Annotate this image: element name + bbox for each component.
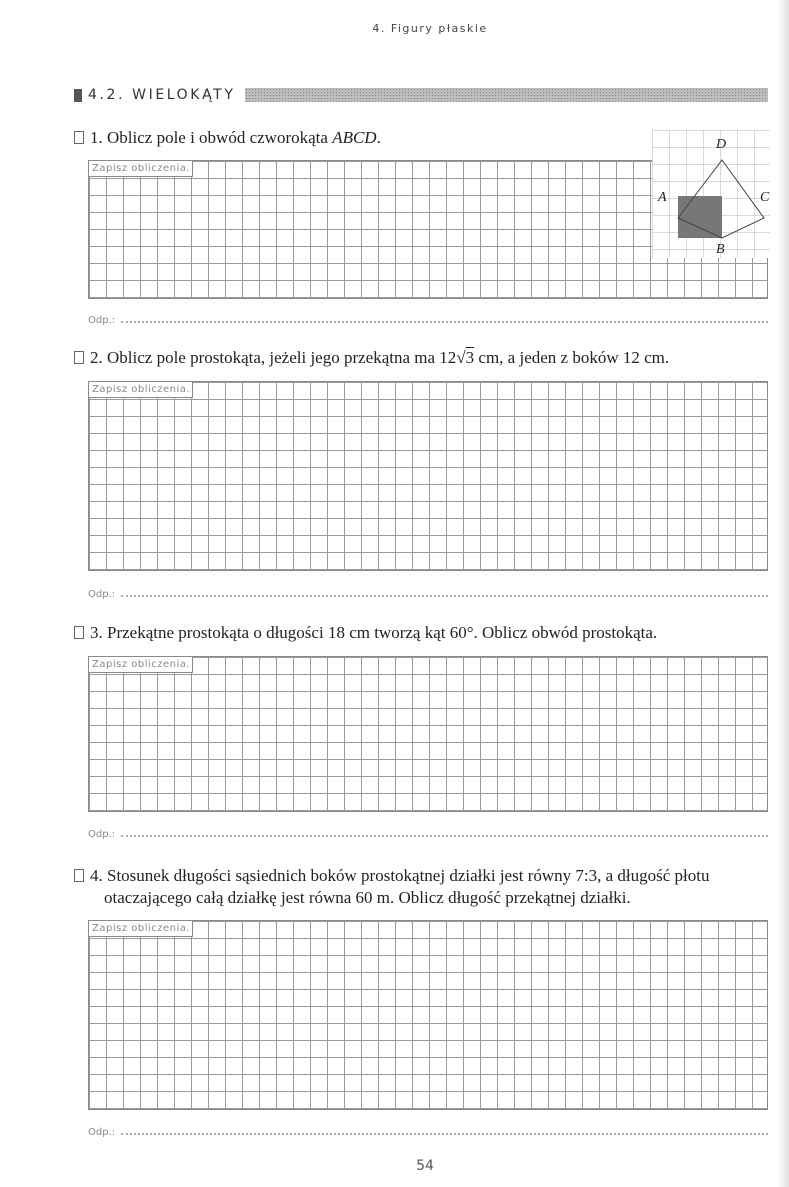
- task-4-answer[interactable]: [88, 1124, 768, 1138]
- vertex-a-label: A: [658, 190, 667, 205]
- task-2-text: 2. Oblicz pole prostokąta, jeżeli jego przekątna ma 12√3 cm, a jeden z boków 12 cm.: [74, 347, 774, 369]
- quadrilateral-figure: [652, 130, 770, 258]
- task-1-checkbox[interactable]: [74, 131, 84, 144]
- task-4-text: 4. Stosunek długości sąsiednich boków prostokątnej działki jest równy 7:3, a długość płotu: [74, 865, 774, 887]
- task-4-grid[interactable]: [88, 920, 768, 1110]
- task-4: [74, 865, 774, 909]
- answer-label: Odp.:: [88, 829, 116, 840]
- shaded-square: [678, 196, 722, 238]
- task-3: [74, 622, 774, 644]
- task-4-checkbox[interactable]: [74, 869, 84, 882]
- task-2-answer[interactable]: [88, 586, 768, 600]
- section-bar-fill: [245, 88, 768, 102]
- page-number: 54: [416, 1158, 434, 1174]
- task-3-checkbox[interactable]: [74, 626, 84, 639]
- answer-line[interactable]: [121, 835, 768, 837]
- task-2: [74, 347, 774, 369]
- answer-line[interactable]: [121, 321, 768, 323]
- task-2-checkbox[interactable]: [74, 351, 84, 364]
- task-4-text-line2: otaczającego całą działkę jest równa 60 m. Oblicz długość przekątnej działki.: [104, 888, 631, 907]
- section-title: 4.2. WIELOKĄTY: [88, 87, 236, 103]
- task-1-text: 1. Oblicz pole i obwód czworokąta ABCD.: [74, 127, 774, 149]
- task-3-answer[interactable]: [88, 826, 768, 840]
- grid-label: Zapisz obliczenia.: [89, 161, 193, 177]
- grid-label: Zapisz obliczenia.: [89, 657, 193, 673]
- vertex-b-label: B: [716, 242, 725, 257]
- answer-label: Odp.:: [88, 1127, 116, 1138]
- grid-label: Zapisz obliczenia.: [89, 921, 193, 937]
- answer-label: Odp.:: [88, 315, 116, 326]
- answer-line[interactable]: [121, 595, 768, 597]
- section-marker: [74, 89, 82, 102]
- vertex-c-label: C: [760, 190, 770, 205]
- chapter-header: 4. Figury płaskie: [372, 22, 488, 35]
- vertex-d-label: D: [716, 137, 727, 152]
- task-1-answer[interactable]: [88, 312, 768, 326]
- sqrt-symbol: √: [456, 348, 466, 367]
- answer-line[interactable]: [121, 1133, 768, 1135]
- task-2-grid[interactable]: [88, 381, 768, 571]
- grid-label: Zapisz obliczenia.: [89, 382, 193, 398]
- task-3-grid[interactable]: [88, 656, 768, 812]
- task-3-text: 3. Przekątne prostokąta o długości 18 cm tworzą kąt 60°. Oblicz obwód prostokąta.: [74, 622, 774, 644]
- page-edge-shadow: [777, 0, 789, 1187]
- answer-label: Odp.:: [88, 589, 116, 600]
- section-heading: [74, 84, 768, 106]
